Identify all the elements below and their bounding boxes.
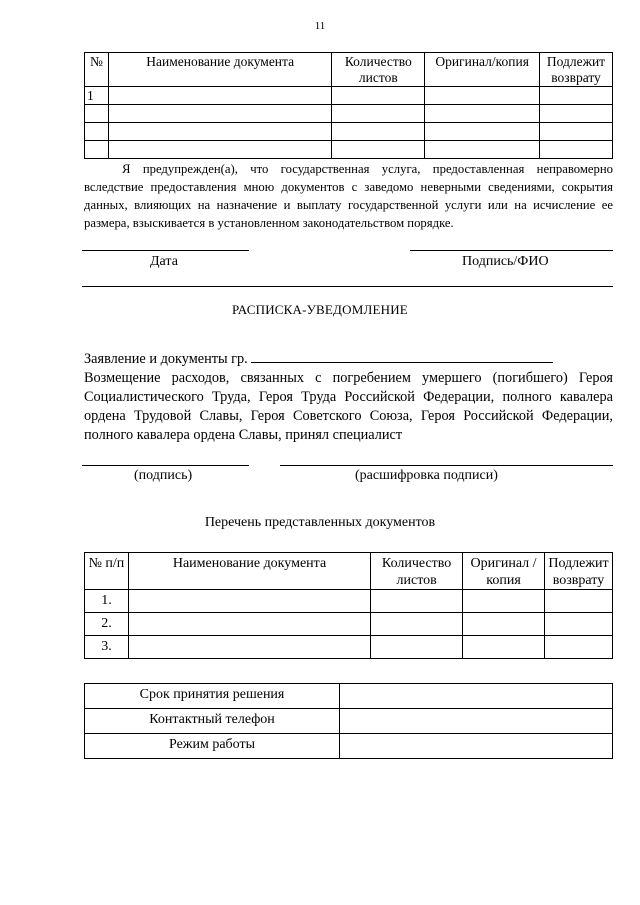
statement-intro: Заявление и документы гр.: [84, 351, 248, 367]
table-cell[interactable]: [540, 141, 613, 159]
contact-phone-value[interactable]: [340, 709, 613, 734]
table-cell[interactable]: [463, 590, 545, 613]
table-cell[interactable]: [108, 141, 331, 159]
table-cell[interactable]: [332, 123, 425, 141]
table-cell[interactable]: [540, 105, 613, 123]
table-row: [85, 141, 613, 159]
table-row: [85, 734, 613, 759]
table-cell[interactable]: [108, 105, 331, 123]
signature-line[interactable]: [410, 250, 613, 251]
decode-label: (расшифровка подписи): [355, 468, 498, 483]
table-cell[interactable]: [85, 141, 109, 159]
table-header-row: [85, 53, 613, 87]
documents-table-receipt: [84, 552, 613, 659]
table-cell[interactable]: [371, 613, 463, 636]
statement-body: Возмещение расходов, связанных с погребением умершего (погибшего) Героя Социалистического Труда, Героя Труда Российской Федерации, полного кавалера ордена Трудовой Славы, Героя Советского Союза, Героя Российской Федерации, полного кавалера ордена Славы, принял специалист: [84, 370, 613, 443]
table-cell[interactable]: [108, 87, 331, 105]
cut-line: [82, 286, 613, 287]
table-cell[interactable]: [85, 123, 109, 141]
working-hours-value[interactable]: [340, 734, 613, 759]
table-cell[interactable]: [128, 636, 370, 659]
signature-label: (подпись): [134, 468, 193, 483]
documents-table-top: [84, 52, 613, 159]
col-doc-name: Наименование документа: [128, 553, 370, 590]
table-row: [85, 709, 613, 734]
table-cell[interactable]: [332, 87, 425, 105]
table-row: [85, 123, 613, 141]
table-cell[interactable]: [332, 105, 425, 123]
table-cell[interactable]: [540, 123, 613, 141]
table-cell: 1.: [85, 590, 129, 613]
table-cell[interactable]: 1: [85, 87, 109, 105]
table-row: [85, 684, 613, 709]
col-sheet-count: Количество листов: [332, 53, 425, 87]
col-original-copy: Оригинал/копия: [425, 53, 540, 87]
warning-paragraph: [84, 160, 613, 232]
table-cell[interactable]: [85, 105, 109, 123]
table-cell[interactable]: [128, 613, 370, 636]
table-row: [85, 636, 613, 659]
table-cell[interactable]: [463, 636, 545, 659]
decision-deadline-label: Срок принятия решения: [85, 684, 340, 709]
table-cell[interactable]: [332, 141, 425, 159]
table-cell[interactable]: [371, 636, 463, 659]
table-cell[interactable]: [544, 613, 612, 636]
receipt-title: РАСПИСКА-УВЕДОМЛЕНИЕ: [232, 302, 408, 317]
table-row: [85, 613, 613, 636]
col-sheet-count: Количество листов: [371, 553, 463, 590]
table-cell[interactable]: [544, 636, 612, 659]
decision-deadline-value[interactable]: [340, 684, 613, 709]
applicant-name-field[interactable]: [251, 350, 553, 363]
col-number: №: [85, 53, 109, 87]
page-number: 11: [314, 20, 326, 32]
col-doc-name: Наименование документа: [108, 53, 331, 87]
col-original-copy: Оригинал /копия: [463, 553, 545, 590]
table-cell[interactable]: [425, 123, 540, 141]
table-header-row: [85, 553, 613, 590]
table-cell[interactable]: [425, 141, 540, 159]
table-cell: 3.: [85, 636, 129, 659]
date-line[interactable]: [82, 250, 249, 251]
specialist-signature-line[interactable]: [82, 465, 249, 466]
working-hours-label: Режим работы: [85, 734, 340, 759]
col-return: Подлежит возврату: [544, 553, 612, 590]
table-cell[interactable]: [463, 613, 545, 636]
specialist-decode-line[interactable]: [280, 465, 613, 466]
table-cell[interactable]: [128, 590, 370, 613]
table-row: [85, 87, 613, 105]
col-return: Подлежит возврату: [540, 53, 613, 87]
table-row: [85, 105, 613, 123]
contact-info-table: [84, 683, 613, 759]
warning-text: Я предупрежден(а), что государственная услуга, предоставленная неправомерно вследствие предоставления мною документов с заведомо неверными сведениями, сокрытия данных, влияющих на назначение и выплату государственной услуги или на исчисление ее размера, взыскивается в установленном законодательством порядке.: [84, 162, 613, 230]
date-label: Дата: [150, 254, 178, 269]
table-cell[interactable]: [540, 87, 613, 105]
table-cell[interactable]: [371, 590, 463, 613]
table-cell[interactable]: [425, 87, 540, 105]
statement-block: [84, 350, 613, 445]
signature-fio-label: Подпись/ФИО: [462, 254, 549, 269]
table-cell[interactable]: [108, 123, 331, 141]
contact-phone-label: Контактный телефон: [85, 709, 340, 734]
table-row: [85, 590, 613, 613]
table-cell: 2.: [85, 613, 129, 636]
list-title: Перечень представленных документов: [204, 515, 436, 530]
table-cell[interactable]: [544, 590, 612, 613]
table-cell[interactable]: [425, 105, 540, 123]
col-number: № п/п: [85, 553, 129, 590]
